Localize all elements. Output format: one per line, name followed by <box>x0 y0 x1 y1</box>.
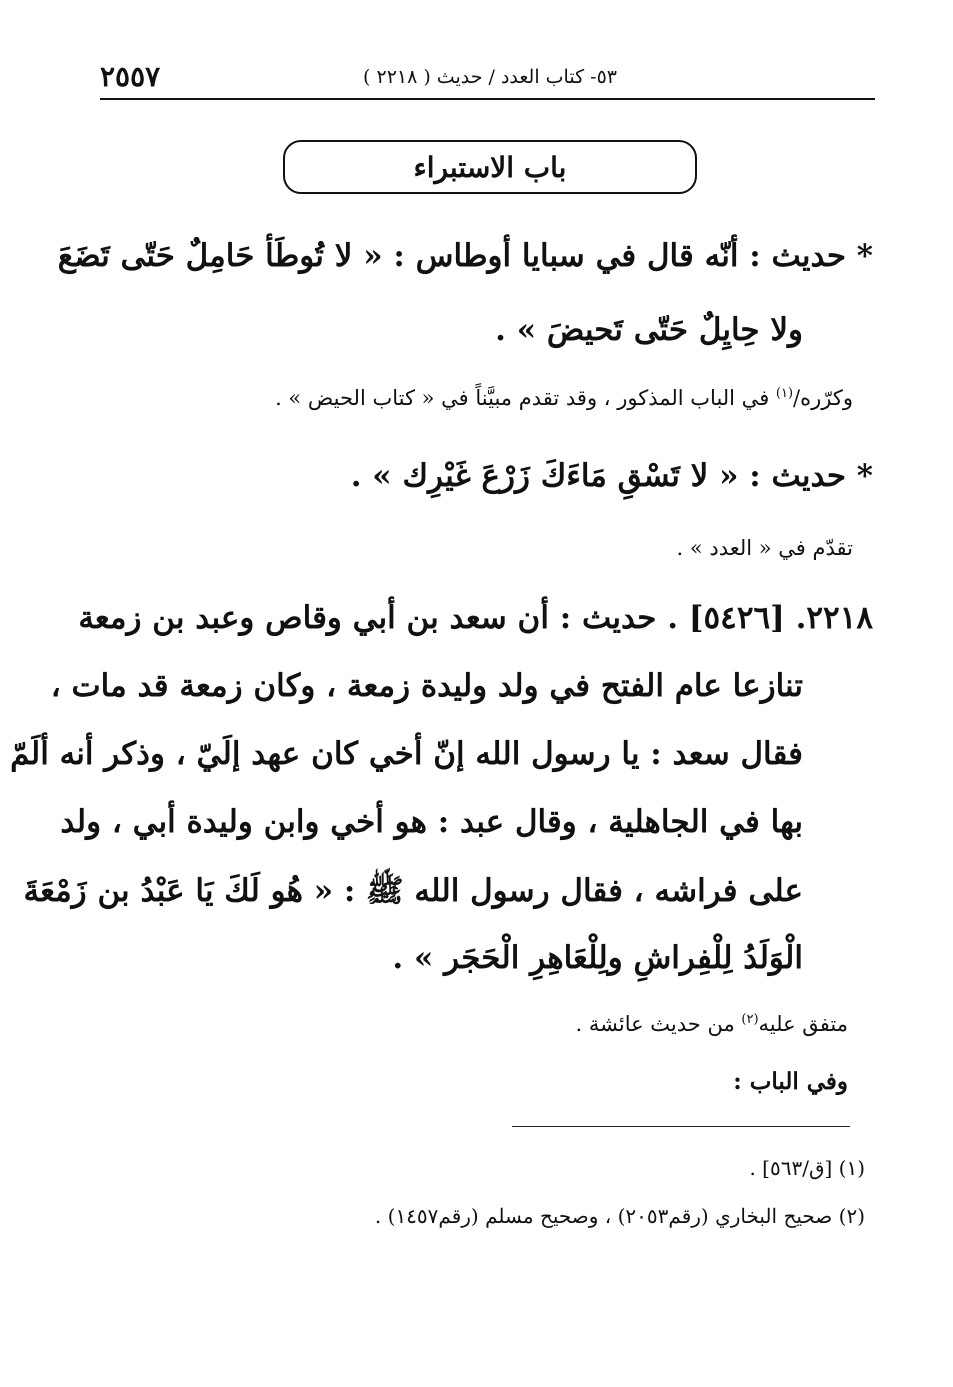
note1-pre: وكرّره/ <box>793 386 853 410</box>
note-1 <box>275 386 853 410</box>
chapter-title: باب الاستبراء <box>413 150 567 184</box>
hadith3-line6: الْوَلَدُ لِلْفِراشِ ولِلْعَاهِرِ الْحَجَر » . <box>392 940 803 976</box>
hadith3-line4: بها في الجاهلية ، وقال عبد : هو أخي وابن وليدة أبي ، ولد <box>60 804 803 840</box>
agreed-upon <box>576 1012 848 1036</box>
hadith3-line5: على فراشه ، فقال رسول الله ﷺ : « هُو لَكَ يَا عَبْدُ بن زَمْعَةَ <box>23 873 803 909</box>
footnote-divider <box>512 1126 850 1127</box>
note-2: تقدّم في « العدد » . <box>676 536 853 560</box>
footnote-1: (١) [ق/٥٦٣] . <box>749 1156 865 1180</box>
hadith2: * حديث : « لا تَسْقِ مَاءَكَ زَرْعَ غَيْرِك » . <box>350 458 873 494</box>
hadith3-line3: فقال سعد : يا رسول الله إنّ أخي كان عهد إلَيّ ، وذكر أنه ألَمّ <box>10 736 803 772</box>
footnote-2: (٢) صحيح البخاري (رقم٢٠٥٣) ، وصحيح مسلم (رقم١٤٥٧) . <box>374 1204 865 1228</box>
hadith1-line1: * حديث : أنّه قال في سبايا أوطاس : « لا تُوطَأ حَامِلٌ حَتّى تَضَعَ <box>57 238 873 274</box>
agreed-post: من حديث عائشة . <box>575 1012 742 1036</box>
footnote-ref-1: (١) <box>775 386 794 401</box>
running-title: ٥٣- كتاب العدد / حديث ( ٢٢١٨ ) <box>363 66 617 88</box>
in-chapter-heading: وفي الباب : <box>733 1068 848 1095</box>
note1-post: في الباب المذكور ، وقد تقدم مبيَّناً في « كتاب الحيض » . <box>275 386 776 410</box>
agreed-pre: متفق عليه <box>758 1012 848 1036</box>
page-header <box>100 60 875 100</box>
hadith1-line2: ولا حِايِلٌ حَتّى تَحيضَ » . <box>495 312 803 348</box>
hadith3-line1: ٢٢١٨. [٥٤٢٦] . حديث : أن سعد بن أبي وقاص وعبد بن زمعة <box>78 600 873 636</box>
hadith3-line2: تنازعا عام الفتح في ولد وليدة زمعة ، وكان زمعة قد مات ، <box>50 668 803 704</box>
page-number: ٢٥٥٧ <box>100 60 161 93</box>
footnote-ref-2: (٢) <box>741 1012 759 1027</box>
chapter-title-box <box>283 140 697 194</box>
